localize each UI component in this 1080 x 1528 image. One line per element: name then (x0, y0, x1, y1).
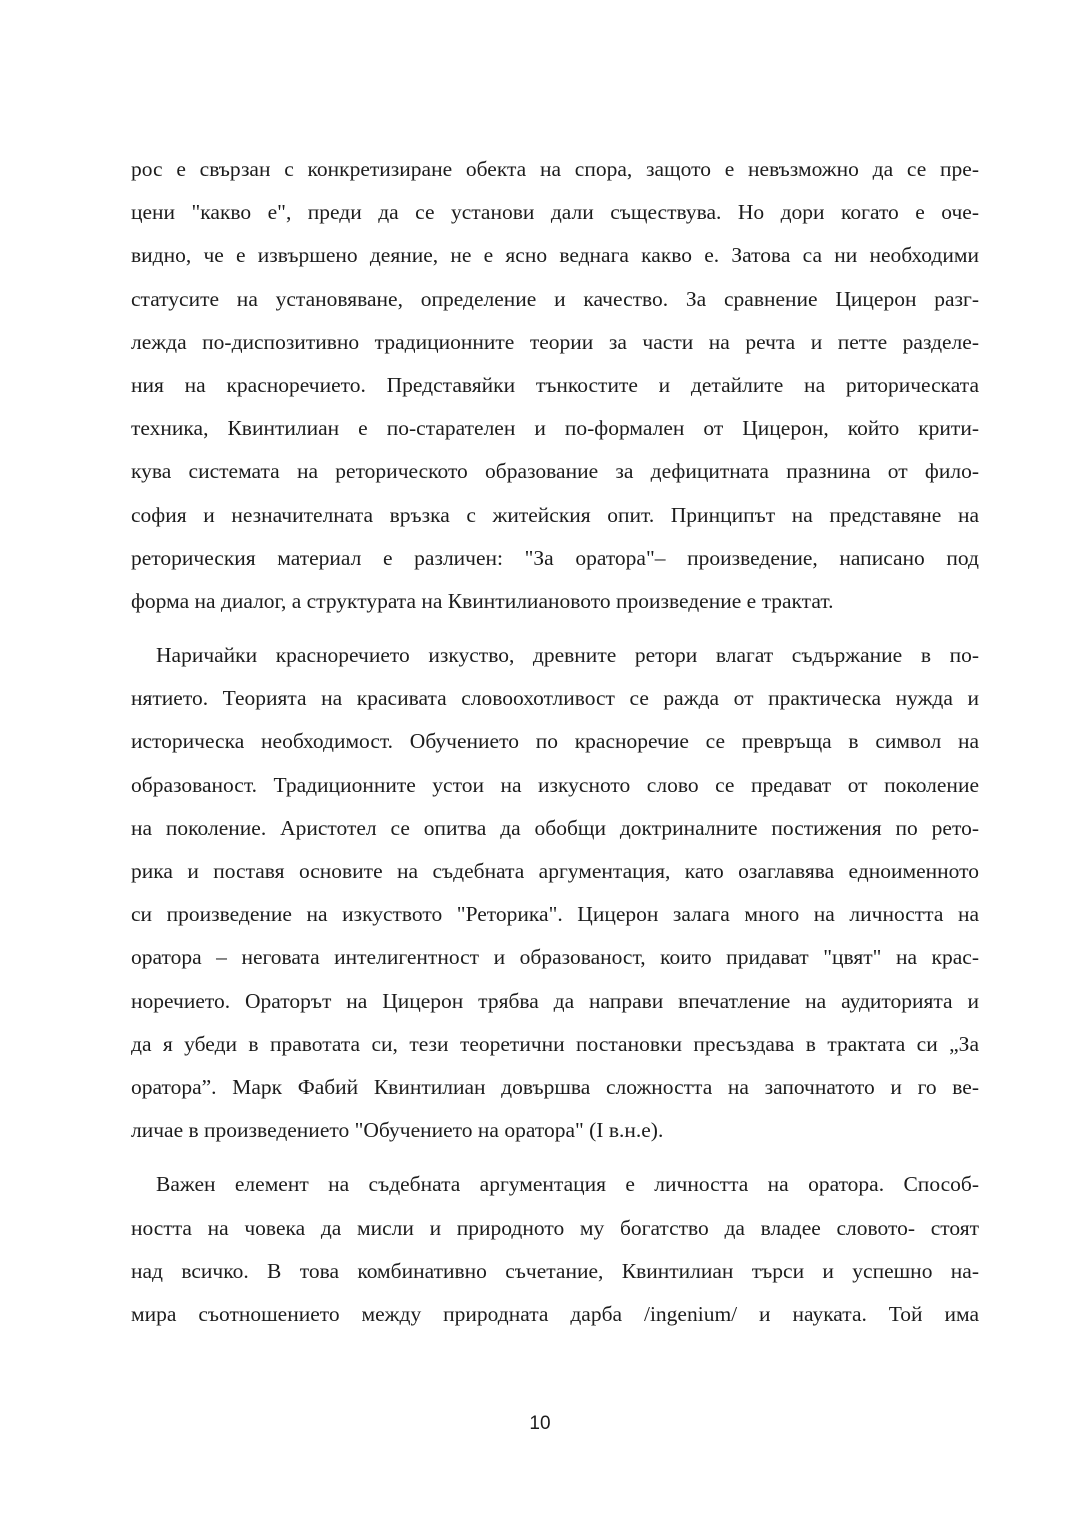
text-line: ния на красноречието. Представяйки тънкостите и детайлите на риторическата (131, 372, 979, 397)
text-line: оратора – неговата интелигентност и образованост, които придават "цвят" на крас- (131, 945, 979, 970)
text-line: нятието. Теорията на красивата словоохотливост се ражда от практическа нужда и (131, 686, 979, 711)
text-line: софия и незначителната връзка с житейския опит. Принципът на представяне на (131, 502, 979, 527)
paragraph (131, 148, 979, 623)
page-number: 10 (529, 1413, 551, 1434)
text-line: си произведение на изкуството "Реторика". Цицерон залага много на личността на (131, 902, 979, 927)
text-line: над всичко. В това комбинативно съчетание, Квинтилиан търси и успешно на- (131, 1258, 979, 1283)
text-line: мира съотношението между природната дарба /ingenium/ и науката. Той има (131, 1301, 979, 1326)
text-line: образованост. Традиционните устои на изкусното слово се предават от поколение (131, 772, 979, 797)
paragraph (131, 634, 979, 1152)
text-line: цени "какво е", преди да се установи дали съществува. Но дори когато е оче- (131, 200, 979, 225)
text-line: оратора”. Марк Фабий Квинтилиан довършва сложността на започнатото и го ве- (131, 1074, 979, 1099)
text-line: реторическия материал е различен: "За оратора"– произведение, написано под (131, 545, 979, 570)
text-line: Наричайки красноречието изкуство, древните ретори влагат съдържание в по- (156, 643, 979, 668)
text-line: ността на човека да мисли и природното му богатство да владее словото- стоят (131, 1215, 979, 1240)
text-line: норечието. Ораторът на Цицерон трябва да направи впечатление на аудиторията и (131, 988, 979, 1013)
text-line: статусите на установяване, определение и качество. За сравнение Цицерон разг- (131, 286, 979, 311)
text-line: рика и поставя основите на съдебната аргументация, като озаглавява едноименното (131, 859, 979, 883)
text-line: личае в произведението "Обучението на оратора" (I в.н.е). (131, 1118, 664, 1143)
text-line: кува системата на реторическото образование за дефицитната празнина от фило- (131, 459, 979, 484)
text-line: да я убеди в правотата си, тези теоретични постановки пресъздава в трактата си „За (131, 1031, 979, 1056)
text-line: форма на диалог, а структурата на Квинтилиановото произведение е трактат. (131, 588, 834, 613)
body-text (131, 148, 979, 1336)
text-line: историческа необходимост. Обучението по красноречие се превръща в символ на (131, 729, 979, 754)
text-line: видно, че е извършено деяние, не е ясно веднага какво е. Затова са ни необходими (131, 243, 979, 268)
text-line: на поколение. Аристотел се опитва да обобщи доктриналните постижения по рето- (131, 815, 979, 840)
text-line: лежда по-диспозитивно традиционните теории за части на речта и петте разделе- (131, 329, 979, 354)
paragraph (131, 1163, 979, 1336)
text-line: Важен елемент на съдебната аргументация е личността на оратора. Способ- (156, 1172, 979, 1197)
text-line: техника, Квинтилиан е по-старателен и по-формален от Цицерон, който крити- (131, 416, 979, 441)
text-line: рос е свързан с конкретизиране обекта на спора, защото е невъзможно да се пре- (131, 157, 979, 181)
